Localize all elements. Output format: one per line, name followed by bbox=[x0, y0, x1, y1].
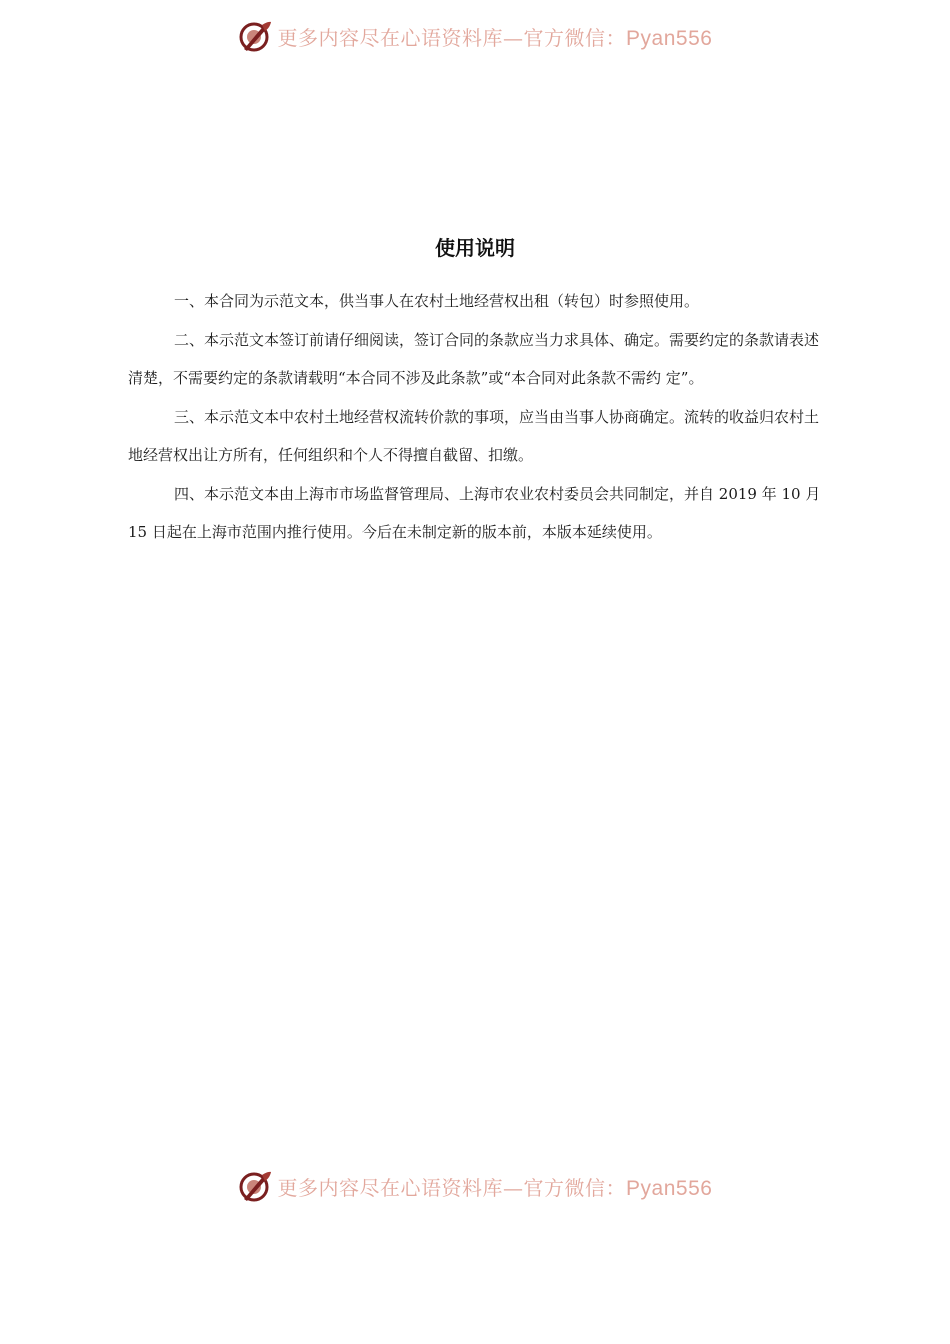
clause-text: 三、本示范文本中农村土地经营权流转价款的事项，应当由当事人协商确定。流转的收益归农村土地经营权出让方所有，任何组织和个人不得擅自截留、扣缴。 bbox=[128, 408, 820, 464]
clause-2 bbox=[128, 321, 828, 397]
clause-3 bbox=[128, 398, 828, 474]
footer-banner-wechat-id: Pyan556 bbox=[626, 1176, 713, 1200]
quill-logo-icon bbox=[238, 1169, 272, 1203]
footer-banner bbox=[0, 1166, 950, 1206]
header-banner-text bbox=[278, 22, 713, 51]
quill-logo-icon bbox=[238, 19, 272, 53]
clause-4 bbox=[128, 475, 828, 551]
clause-text: 四、本示范文本由上海市市场监督管理局、上海市农业农村委员会共同制定，并自 2019 年 10 月 15 日起在上海市范围内推行使用。今后在未制定新的版本前，本版本延续使用。 bbox=[128, 485, 821, 541]
footer-banner-label: 更多内容尽在心语资料库—官方微信： bbox=[277, 1175, 627, 1200]
clause-text: 一、本合同为示范文本，供当事人在农村土地经营权出租（转包）时参照使用。 bbox=[174, 292, 700, 310]
document-title: 使用说明 bbox=[435, 236, 515, 260]
clause-text: 二、本示范文本签订前请仔细阅读，签订合同的条款应当力求具体、确定。需要约定的条款请表述清楚，不需要约定的条款请载明“本合同不涉及此条款”或“本合同对此条款不需约 定”。 bbox=[128, 331, 820, 387]
clause-1 bbox=[128, 282, 828, 320]
header-banner-label: 更多内容尽在心语资料库—官方微信： bbox=[277, 25, 627, 50]
footer-banner-text bbox=[278, 1172, 713, 1201]
header-banner bbox=[0, 16, 950, 56]
header-banner-wechat-id: Pyan556 bbox=[626, 26, 713, 50]
